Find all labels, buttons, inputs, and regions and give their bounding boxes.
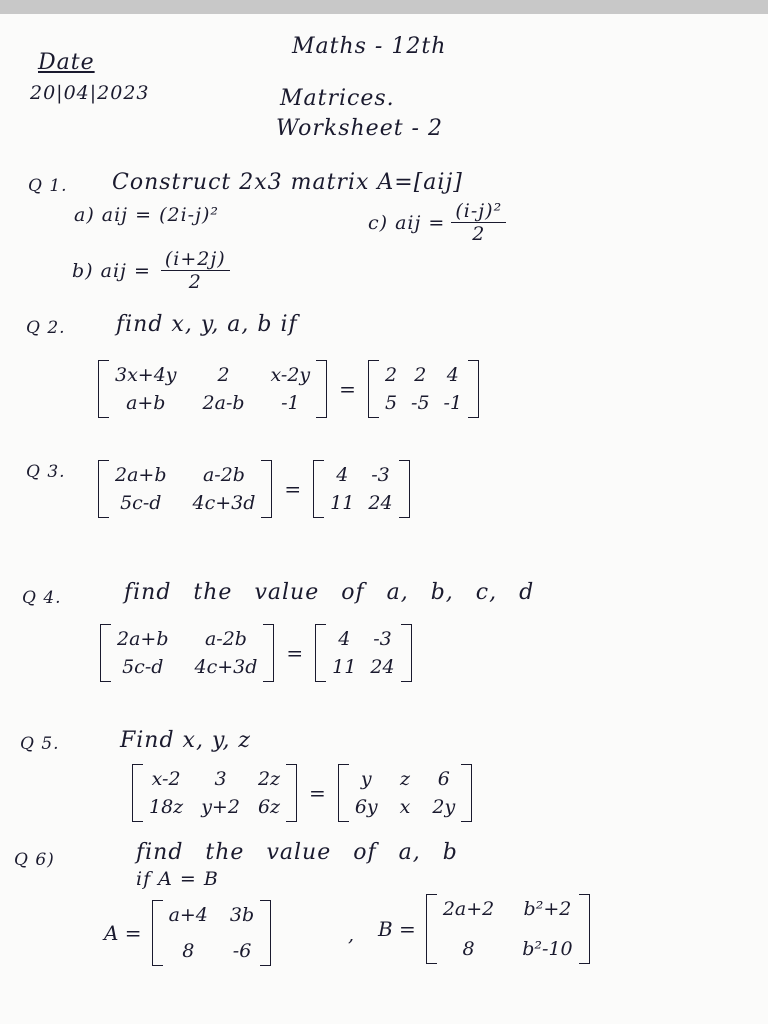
bracket-left bbox=[152, 900, 163, 966]
q6-condition: if A = B bbox=[136, 868, 219, 890]
q3-right-matrix bbox=[324, 460, 398, 518]
bracket-left bbox=[98, 360, 109, 418]
q5-right-matrix bbox=[349, 764, 461, 822]
q1-part-b bbox=[72, 248, 230, 293]
matrix-cell: 24 bbox=[368, 492, 393, 514]
bracket-right bbox=[261, 460, 272, 518]
bracket-left bbox=[100, 624, 111, 682]
page-top-edge bbox=[0, 0, 768, 14]
equals-sign: = bbox=[339, 377, 356, 401]
matrix-cell: 18z bbox=[149, 796, 184, 818]
q2-equation bbox=[98, 360, 479, 418]
q5-label: Q 5. bbox=[20, 734, 60, 754]
matrix-cell: 4c+3d bbox=[194, 656, 258, 678]
matrix-cell: 6y bbox=[354, 796, 378, 818]
matrix-cell: x-2 bbox=[151, 768, 181, 790]
matrix-cell: 2z bbox=[257, 768, 281, 790]
bracket-right bbox=[399, 460, 410, 518]
q6-text: find the value of a, b bbox=[136, 840, 458, 865]
q6-b-label: B = bbox=[378, 917, 416, 941]
q1-c-den: 2 bbox=[472, 223, 486, 245]
q5-text: Find x, y, z bbox=[120, 728, 252, 753]
matrix-cell: x bbox=[399, 796, 411, 818]
q2-label: Q 2. bbox=[26, 318, 66, 338]
bracket-left bbox=[132, 764, 143, 822]
q4-left-matrix bbox=[111, 624, 263, 682]
matrix-cell: 6z bbox=[257, 796, 281, 818]
q6-a-label: A = bbox=[104, 921, 142, 945]
matrix-cell: 4 bbox=[338, 628, 351, 650]
matrix-cell: a+4 bbox=[168, 904, 208, 926]
matrix-cell: y bbox=[360, 768, 372, 790]
q1-b-den: 2 bbox=[188, 271, 202, 293]
matrix-cell: a+b bbox=[126, 392, 166, 414]
bracket-right bbox=[401, 624, 412, 682]
matrix-cell: 2y bbox=[432, 796, 456, 818]
bracket-left bbox=[315, 624, 326, 682]
matrix-cell: a-2b bbox=[204, 628, 247, 650]
q1-b-label: b) aij = bbox=[72, 259, 151, 282]
equals-sign: = bbox=[284, 477, 302, 501]
matrix-cell: 2 bbox=[414, 364, 427, 386]
q6-matrix-a bbox=[104, 900, 271, 966]
q1-label: Q 1. bbox=[28, 176, 68, 196]
bracket-left bbox=[98, 460, 109, 518]
date-label: Date bbox=[38, 50, 95, 75]
bracket-left bbox=[313, 460, 324, 518]
equals-sign: = bbox=[309, 781, 326, 805]
matrix-cell: 5c-d bbox=[120, 492, 162, 514]
q1-b-num: (i+2j) bbox=[161, 248, 230, 271]
bracket-right bbox=[260, 900, 271, 966]
q1-a-expr: (2i-j)² bbox=[159, 204, 220, 226]
matrix-cell: 4c+3d bbox=[192, 492, 256, 514]
matrix-cell: -3 bbox=[371, 464, 390, 486]
q5-equation bbox=[132, 764, 472, 822]
q2-text: find x, y, a, b if bbox=[116, 312, 298, 337]
matrix-cell: 8 bbox=[182, 940, 195, 962]
q6-separator: , bbox=[348, 924, 356, 946]
matrix-cell: b²-10 bbox=[522, 938, 573, 960]
q6-b-grid bbox=[437, 894, 579, 964]
q1-a-label: a) aij = bbox=[74, 204, 153, 226]
q1-part-a bbox=[74, 204, 219, 226]
bracket-left bbox=[338, 764, 349, 822]
matrix-cell: 2 bbox=[384, 364, 398, 386]
date-value: 20|04|2023 bbox=[30, 82, 150, 104]
matrix-cell: -1 bbox=[281, 392, 300, 414]
matrix-cell: 11 bbox=[332, 656, 357, 678]
matrix-cell: 4 bbox=[336, 464, 349, 486]
worksheet-title: Worksheet - 2 bbox=[276, 116, 443, 141]
q1-c-fraction bbox=[451, 200, 506, 245]
matrix-cell: 2a+b bbox=[115, 464, 167, 486]
matrix-cell: 3 bbox=[214, 768, 227, 790]
matrix-cell: x-2y bbox=[270, 364, 311, 386]
matrix-cell: 24 bbox=[370, 656, 395, 678]
bracket-left bbox=[426, 894, 437, 964]
matrix-cell: 11 bbox=[330, 492, 355, 514]
topic-title: Matrices. bbox=[280, 86, 395, 111]
q3-equation bbox=[98, 460, 410, 518]
matrix-cell: -5 bbox=[411, 392, 430, 414]
subject-title: Maths - 12th bbox=[292, 34, 447, 59]
bracket-right bbox=[316, 360, 327, 418]
matrix-cell: 2a+b bbox=[117, 628, 169, 650]
matrix-cell: 2a-b bbox=[202, 392, 245, 414]
matrix-cell: 2a+2 bbox=[442, 898, 495, 920]
matrix-cell: b²+2 bbox=[523, 898, 572, 920]
q1-b-fraction bbox=[161, 248, 230, 293]
bracket-right bbox=[286, 764, 297, 822]
q4-text: find the value of a, b, c, d bbox=[124, 580, 535, 605]
q4-equation bbox=[100, 624, 412, 682]
matrix-cell: a-2b bbox=[202, 464, 245, 486]
q3-label: Q 3. bbox=[26, 462, 66, 482]
matrix-cell: 3x+4y bbox=[115, 364, 177, 386]
q1-text: Construct 2x3 matrix A=[aij] bbox=[112, 170, 463, 195]
matrix-cell: 4 bbox=[446, 364, 459, 386]
q4-label: Q 4. bbox=[22, 588, 62, 608]
matrix-cell: -6 bbox=[232, 940, 252, 962]
matrix-cell: 5c-d bbox=[122, 656, 164, 678]
q6-a-grid bbox=[163, 900, 261, 966]
q2-left-matrix bbox=[109, 360, 316, 418]
bracket-right bbox=[461, 764, 472, 822]
bracket-right bbox=[263, 624, 274, 682]
matrix-cell: -1 bbox=[443, 392, 463, 414]
bracket-right bbox=[468, 360, 479, 418]
equals-sign: = bbox=[286, 641, 304, 665]
matrix-cell: 3b bbox=[229, 904, 255, 926]
matrix-cell: -3 bbox=[373, 628, 392, 650]
matrix-cell: 6 bbox=[437, 768, 450, 790]
bracket-left bbox=[368, 360, 379, 418]
q3-left-matrix bbox=[109, 460, 261, 518]
matrix-cell: 2 bbox=[217, 364, 230, 386]
bracket-right bbox=[579, 894, 590, 964]
matrix-cell: 5 bbox=[384, 392, 398, 414]
q5-left-matrix bbox=[143, 764, 286, 822]
q1-part-c bbox=[368, 200, 506, 245]
q6-matrix-b bbox=[378, 894, 590, 964]
q1-c-label: c) aij = bbox=[368, 211, 446, 234]
matrix-cell: z bbox=[399, 768, 410, 790]
matrix-cell: 8 bbox=[462, 938, 475, 960]
q4-right-matrix bbox=[326, 624, 400, 682]
q2-right-matrix bbox=[379, 360, 468, 418]
matrix-cell: y+2 bbox=[201, 796, 240, 818]
q1-c-num: (i-j)² bbox=[451, 200, 506, 223]
q6-label: Q 6) bbox=[14, 850, 55, 870]
